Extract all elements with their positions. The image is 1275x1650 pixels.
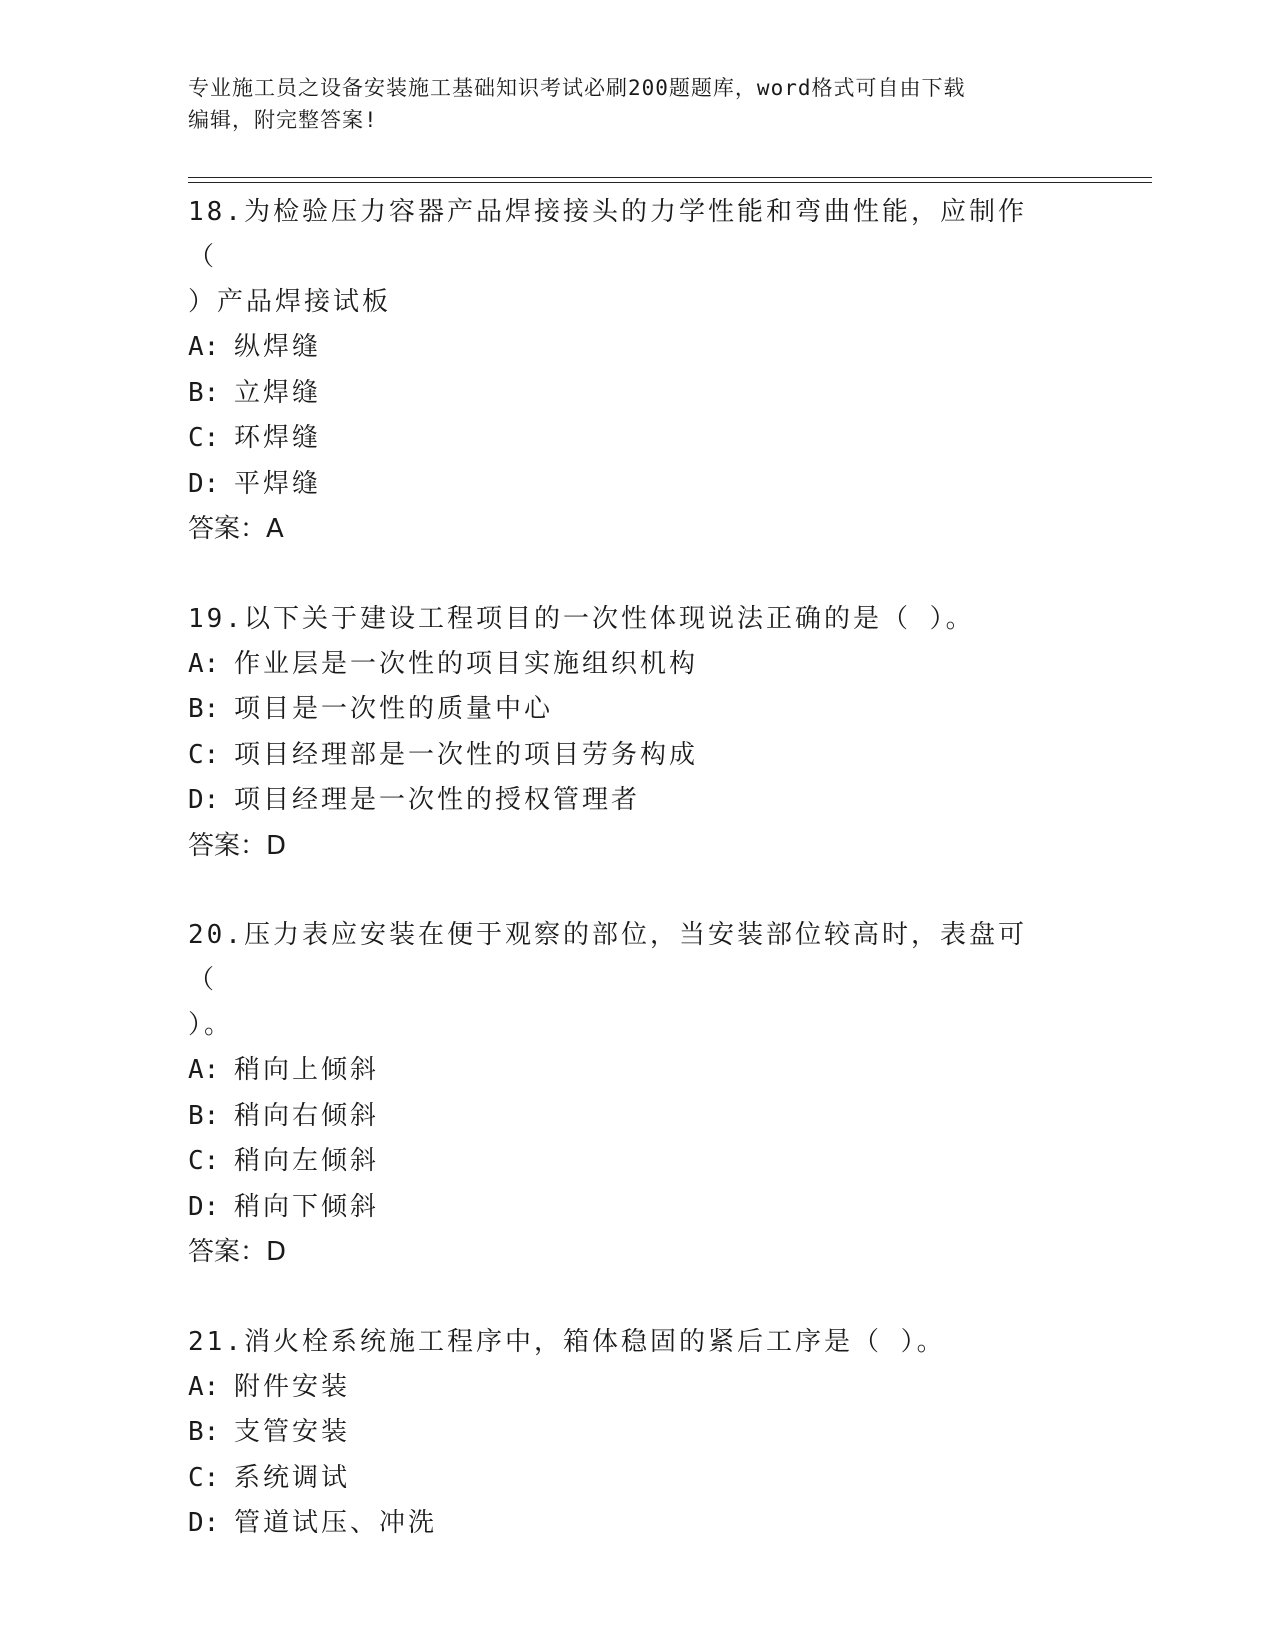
answer-line: 答案：D — [188, 830, 287, 861]
option-label: B: — [188, 1100, 220, 1131]
option-label: C: — [188, 1146, 220, 1176]
question-18 — [188, 190, 1152, 553]
option-text: 项目经理是一次性的授权管理者 — [234, 785, 641, 815]
option-b — [188, 1410, 1152, 1456]
header-rule-bottom — [188, 182, 1152, 183]
option-label: C: — [188, 1462, 220, 1493]
option-label: A: — [188, 648, 220, 679]
option-c — [188, 733, 1152, 779]
option-text: 系统调试 — [234, 1462, 351, 1493]
question-stem-line-1: 20.压力表应安装在便于观察的部位，当安装部位较高时，表盘可（ — [188, 920, 1027, 995]
option-label: A: — [188, 1371, 220, 1402]
option-label: C: — [188, 423, 220, 453]
option-label: D: — [188, 1191, 220, 1222]
document-header — [188, 72, 1068, 136]
header-line-2: 编辑，附完整答案! — [188, 108, 378, 132]
option-d — [188, 1501, 1152, 1547]
header-rule-top — [188, 177, 1152, 178]
question-list — [188, 190, 1152, 1591]
header-line-1: 专业施工员之设备安装施工基础知识考试必刷200题题库，word格式可自由下载 — [188, 76, 966, 100]
option-text: 稍向右倾斜 — [234, 1100, 380, 1131]
option-a — [188, 325, 1152, 371]
option-text: 支管安装 — [234, 1417, 351, 1447]
question-stem-line-1: 21.消火栓系统施工程序中，箱体稳固的紧后工序是（ ）。 — [188, 1326, 946, 1357]
option-text: 附件安装 — [234, 1371, 351, 1402]
question-stem — [188, 190, 1048, 325]
option-text: 立焊缝 — [234, 377, 322, 408]
option-text: 环焊缝 — [234, 423, 322, 453]
option-c — [188, 1139, 1152, 1185]
option-b — [188, 1094, 1152, 1140]
option-text: 项目经理部是一次性的项目劳务构成 — [234, 739, 699, 770]
option-c — [188, 416, 1152, 462]
option-label: B: — [188, 377, 220, 408]
option-label: D: — [188, 468, 220, 499]
option-b — [188, 687, 1152, 733]
question-stem — [188, 597, 1048, 642]
option-b — [188, 371, 1152, 417]
option-text: 稍向上倾斜 — [234, 1055, 380, 1085]
option-a — [188, 642, 1152, 688]
option-text: 纵焊缝 — [234, 332, 322, 362]
option-d — [188, 778, 1152, 824]
question-stem — [188, 913, 1048, 1048]
option-c — [188, 1456, 1152, 1502]
question-stem — [188, 1320, 1048, 1365]
option-a — [188, 1048, 1152, 1094]
option-label: D: — [188, 785, 220, 815]
answer-line: 答案：D — [188, 1237, 287, 1267]
option-label: B: — [188, 694, 220, 724]
option-label: A: — [188, 332, 220, 362]
option-text: 管道试压、冲洗 — [234, 1508, 438, 1538]
option-label: C: — [188, 739, 220, 770]
option-text: 项目是一次性的质量中心 — [234, 694, 554, 724]
option-d — [188, 462, 1152, 508]
option-label: A: — [188, 1055, 220, 1085]
question-21 — [188, 1320, 1152, 1547]
option-a — [188, 1365, 1152, 1411]
option-label: B: — [188, 1417, 220, 1447]
option-d — [188, 1185, 1152, 1231]
question-20 — [188, 913, 1152, 1276]
question-stem-line-1: 18.为检验压力容器产品焊接接头的力学性能和弯曲性能，应制作（ — [188, 197, 1027, 272]
option-label: D: — [188, 1508, 220, 1538]
question-19 — [188, 597, 1152, 870]
option-text: 稍向左倾斜 — [234, 1146, 380, 1176]
option-text: 稍向下倾斜 — [234, 1191, 380, 1222]
option-text: 平焊缝 — [234, 468, 322, 499]
question-stem-line-1: 19.以下关于建设工程项目的一次性体现说法正确的是（ ）。 — [188, 603, 975, 634]
question-stem-line-2: ）。 — [188, 1010, 234, 1040]
option-text: 作业层是一次性的项目实施组织机构 — [234, 648, 699, 679]
answer-line: 答案：A — [188, 514, 284, 544]
question-stem-line-2: ）产品焊接试板 — [188, 287, 392, 317]
